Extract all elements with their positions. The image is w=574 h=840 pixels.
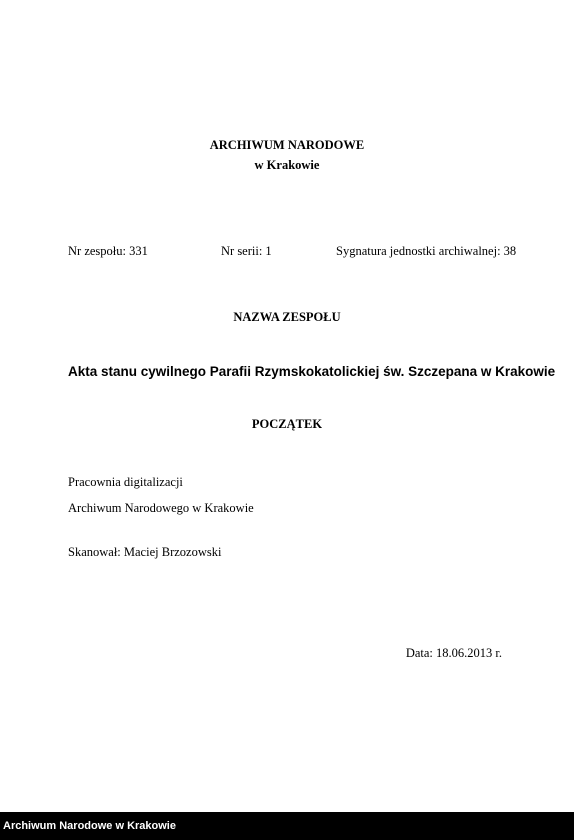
archive-name-heading: ARCHIWUM NARODOWE (209, 138, 365, 152)
fond-number: Nr zespołu: 331 (68, 244, 148, 258)
fond-title: Akta stanu cywilnego Parafii Rzymskokatolickiej św. Szczepana w Krakowie (68, 364, 556, 379)
start-heading: POCZĄTEK (251, 417, 323, 431)
fond-name-heading: NAZWA ZESPOŁU (233, 310, 341, 324)
digitization-institution-line: Archiwum Narodowego w Krakowie (68, 501, 254, 515)
archive-city-heading: w Krakowie (254, 158, 320, 172)
document-date: Data: 18.06.2013 r. (405, 646, 502, 660)
unit-signature: Sygnatura jednostki archiwalnej: 38 (336, 244, 517, 258)
series-number: Nr serii: 1 (221, 244, 272, 258)
footer-bar (0, 812, 574, 840)
digitization-lab-line: Pracownia digitalizacji (68, 475, 183, 489)
footer-text: Archiwum Narodowe w Krakowie (3, 820, 176, 832)
scanner-name: Skanował: Maciej Brzozowski (68, 545, 222, 559)
